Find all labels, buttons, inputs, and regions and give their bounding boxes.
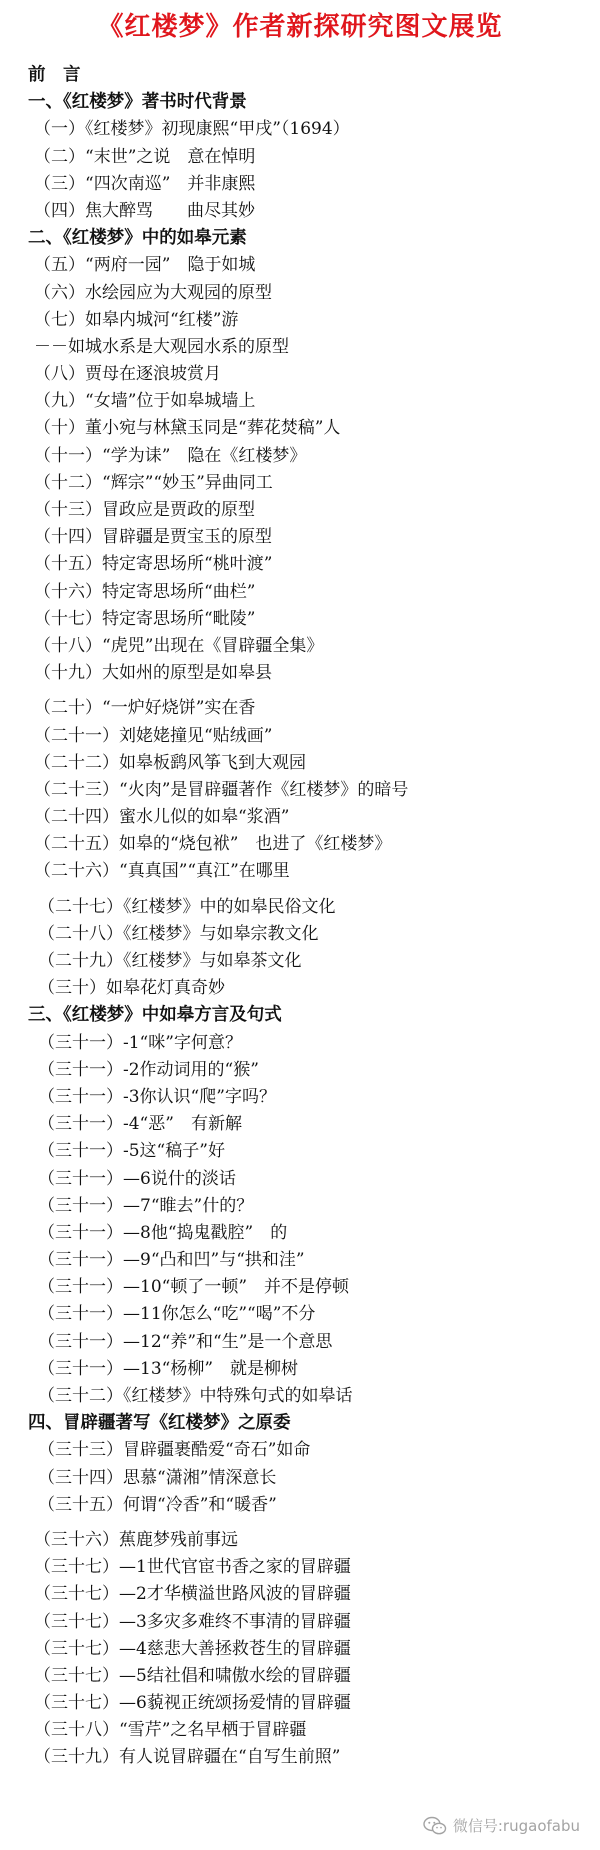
toc-item: （十九）大如州的原型是如皋县 [34, 663, 272, 684]
toc-item: （三十一）-5这“稿子”好 [38, 1141, 225, 1162]
toc-item: （一）《红楼梦》初现康熙“甲戌”（1694） [34, 119, 350, 140]
section-heading: 四、冒辟疆著写《红楼梦》之原委 [28, 1413, 291, 1434]
toc-item: （三十五）何谓“冷香”和“暖香” [38, 1494, 277, 1515]
toc-item: （三十一）—10“顿了一顿” 并不是停顿 [38, 1277, 350, 1298]
toc-item: （三十一）—7“睢去”什的？ [38, 1195, 254, 1216]
section-heading: 三、《红楼梦》中如皋方言及句式 [28, 1005, 282, 1026]
toc-item: （二十六）“真真国”“真江”在哪里 [34, 861, 290, 882]
section-heading: 一、《红楼梦》著书时代背景 [28, 92, 247, 113]
toc-item: （十八）“虎兕”出现在《冒辟疆全集》 [34, 635, 324, 656]
toc-item: （二十一）刘姥姥撞见“贴绒画” [34, 725, 273, 746]
toc-item: （十三）冒政应是贾政的原型 [34, 500, 255, 520]
toc-item: （十六）特定寄思场所“曲栏” [34, 581, 256, 602]
toc-item: （十四）冒辟疆是贾宝玉的原型 [34, 527, 272, 548]
toc-item: （三十一）-1“咪”字何意？ [38, 1032, 242, 1053]
toc-item: （二十三）“火肉”是冒辟疆著作《红楼梦》的暗号 [34, 779, 409, 800]
toc-item: （二十四）蜜水儿似的如皋“浆酒” [34, 807, 290, 828]
toc-item: （三十一）—13“杨柳” 就是柳树 [38, 1358, 299, 1379]
toc-item: （三十七）—1世代官宦书香之家的冒辟疆 [34, 1557, 351, 1578]
table-of-contents [28, 62, 588, 1772]
toc-item: （三）“四次南巡” 并非康熙 [34, 173, 256, 194]
toc-item: （十）董小宛与林黛玉同是“葬花焚稿”人 [34, 418, 341, 439]
toc-item: （二）“末世”之说 意在悼明 [34, 146, 256, 167]
toc-item: （十二）“辉宗”“妙玉”异曲同工 [34, 472, 273, 493]
toc-item: （三十三）冒辟疆裹酷爱“奇石”如命 [38, 1440, 311, 1461]
toc-item: （六）水绘园应为大观园的原型 [34, 282, 272, 303]
toc-item: （九）“女墙”位于如皋城墙上 [34, 391, 256, 412]
toc-item: （三十六）蕉鹿梦残前事远 [34, 1529, 238, 1550]
toc-item: （十七）特定寄思场所“毗陵” [34, 608, 256, 629]
toc-item: （三十一）—12“养”和“生”是一个意思 [38, 1331, 333, 1352]
spacer [28, 1519, 588, 1527]
toc-item: （二十二）如皋板鹞风筝飞到大观园 [34, 752, 306, 773]
toc-item: （十一）“学为诔” 隐在《红楼梦》 [34, 445, 307, 466]
toc-item: （二十九）《红楼梦》与如皋茶文化 [38, 951, 302, 971]
toc-item: （三十）如皋花灯真奇妙 [38, 978, 225, 999]
toc-item: （五）“两府一园” 隐于如城 [34, 255, 256, 276]
toc-item: －－如城水系是大观园水系的原型 [34, 336, 289, 357]
wechat-icon [423, 1816, 447, 1836]
watermark [423, 1815, 580, 1836]
toc-item: （三十一）-2作动词用的“猴” [38, 1059, 259, 1080]
toc-item: （三十一）—8他“捣鬼戳腔” 的 [38, 1222, 288, 1243]
spacer [28, 886, 588, 894]
toc-item: （七）如皋内城河“红楼”游 [34, 309, 239, 330]
toc-item: （三十一）—9“凸和凹”与“拱和洼” [38, 1250, 305, 1271]
toc-item: （三十七）—6藐视正统颂扬爱情的冒辟疆 [34, 1693, 351, 1714]
watermark-text: 微信号:rugaofabu [452, 1817, 580, 1835]
toc-item: （二十七）《红楼梦》中的如皋民俗文化 [38, 896, 336, 917]
toc-item: （三十七）—2才华横溢世路风波的冒辟疆 [34, 1584, 351, 1605]
toc-item: （三十四）思慕“潇湘”情深意长 [38, 1467, 277, 1488]
toc-item: （十五）特定寄思场所“桃叶渡” [34, 554, 273, 575]
section-heading: 二、《红楼梦》中的如皋元素 [28, 228, 247, 249]
toc-item: （三十九）有人说冒辟疆在“自写生前照” [34, 1747, 341, 1768]
toc-item: （三十二）《红楼梦》中特殊句式的如皋话 [38, 1386, 353, 1406]
toc-item: （三十八）“雪芹”之名早栖于冒辟疆 [34, 1720, 307, 1741]
toc-item: （三十一）-4“恶” 有新解 [38, 1114, 242, 1135]
toc-item: （八）贾母在逐浪坡赏月 [34, 364, 221, 385]
section-heading: 前 言 [28, 65, 81, 85]
toc-item: （三十七）—3多灾多难终不事清的冒辟疆 [34, 1611, 351, 1632]
toc-item: （三十一）-3你认识“爬”字吗？ [38, 1086, 276, 1107]
toc-item: （三十一）—6说什的淡话 [38, 1168, 236, 1189]
toc-item: （二十）“一炉好烧饼”实在香 [34, 698, 256, 719]
toc-item: （二十五）如皋的“烧包袱” 也进了《红楼梦》 [34, 834, 392, 855]
page-title: 《红楼梦》作者新探研究图文展览 [97, 12, 503, 42]
toc-item: （二十八）《红楼梦》与如皋宗教文化 [38, 923, 319, 944]
toc-item: （三十七）—4慈悲大善拯救苍生的冒辟疆 [34, 1638, 351, 1659]
spacer [28, 687, 588, 695]
toc-item: （四）焦大醉骂 曲尽其妙 [34, 200, 255, 221]
toc-item: （三十一）—11你怎么“吃”“喝”不分 [38, 1304, 316, 1325]
toc-item: （三十七）—5结社倡和啸傲水绘的冒辟疆 [34, 1665, 351, 1686]
